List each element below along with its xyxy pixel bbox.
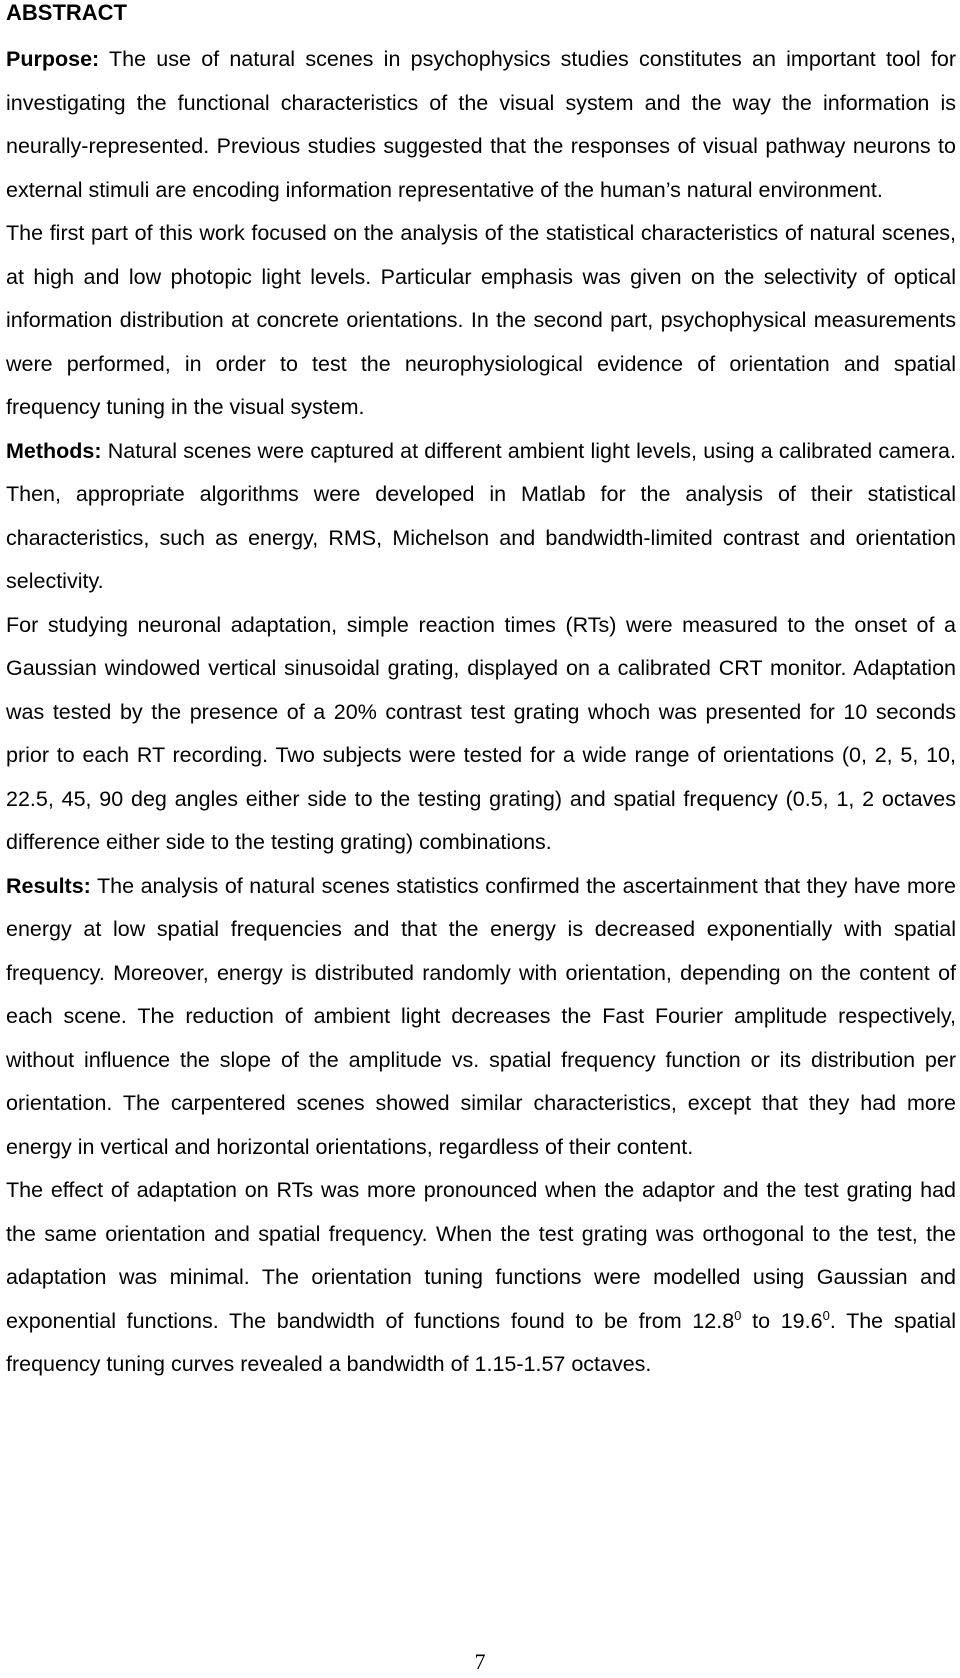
methods-text: Natural scenes were captured at different ambient light levels, using a calibrated camera. Then, appropriate algorithms were developed in Matlab for the analysis of their statistical characteristics, such as energy, RMS, Michelson and bandwidth-limited contrast and orientation selectivity. bbox=[6, 438, 956, 593]
degree-superscript-2: 0 bbox=[822, 1307, 830, 1323]
results-text: The analysis of natural scenes statistics confirmed the ascertainment that they have more energy at low spatial frequencies and that the energy is decreased exponentially with spatial frequency. Moreover, energy is distributed randomly with orientation, depending on the content of each scene. The reduction of ambient light decreases the Fast Fourier amplitude respectively, without influence the slope of the amplitude vs. spatial frequency function or its distribution per orientation. The carpentered scenes showed similar characteristics, except that they had more energy in vertical and horizontal orientations, regardless of their content. bbox=[6, 873, 956, 1159]
results-label: Results: bbox=[6, 873, 91, 898]
results-paragraph bbox=[6, 865, 956, 1170]
abstract-heading: ABSTRACT bbox=[6, 0, 127, 25]
purpose-paragraph bbox=[6, 38, 956, 212]
methods-paragraph bbox=[6, 430, 956, 604]
methods-paragraph-2: For studying neuronal adaptation, simple reaction times (RTs) were measured to the onset of a Gaussian windowed vertical sinusoidal grating, displayed on a calibrated CRT monitor. Adaptation was tested by the presence of a 20% contrast test grating whoch was presented for 10 seconds prior to each RT recording. Two subjects were tested for a wide range of orientations (0, 2, 5, 10, 22.5, 45, 90 deg angles either side to the testing grating) and spatial frequency (0.5, 1, 2 octaves difference either side to the testing grating) combinations. bbox=[6, 612, 956, 854]
degree-superscript-1: 0 bbox=[734, 1307, 742, 1323]
purpose-label: Purpose: bbox=[6, 47, 100, 71]
results-p2-text-after: . The spatial frequency tuning curves revealed a bandwidth of 1.15-1.57 octaves. bbox=[6, 1308, 956, 1376]
results-p2-text-mid: to 19.6 bbox=[741, 1308, 823, 1333]
document-page bbox=[6, 0, 956, 1387]
purpose-paragraph-2: The first part of this work focused on the analysis of the statistical characteristics of natural scenes, at high and low photopic light levels. Particular emphasis was given on the selectivity of optical information distribution at concrete orientations. In the second part, psychophysical measurements were performed, in order to test the neurophysiological evidence of orientation and spatial frequency tuning in the visual system. bbox=[6, 221, 956, 419]
results-p2-text-before: The effect of adaptation on RTs was more pronounced when the adaptor and the test grating had the same orientation and spatial frequency. When the test grating was orthogonal to the test, the adaptation was minimal. The orientation tuning functions were modelled using Gaussian and exponential functions. The bandwidth of functions found to be from 12.8 bbox=[6, 1178, 956, 1333]
page-number: 7 bbox=[474, 1649, 486, 1674]
methods-label: Methods: bbox=[6, 438, 102, 463]
purpose-text: The use of natural scenes in psychophysics studies constitutes an important tool for investigating the functional characteristics of the visual system and the way the information is neurally-represented. Previous studies suggested that the responses of visual pathway neurons to external stimuli are encoding information representative of the human’s natural environment. bbox=[6, 47, 956, 202]
results-paragraph-2 bbox=[6, 1169, 956, 1387]
